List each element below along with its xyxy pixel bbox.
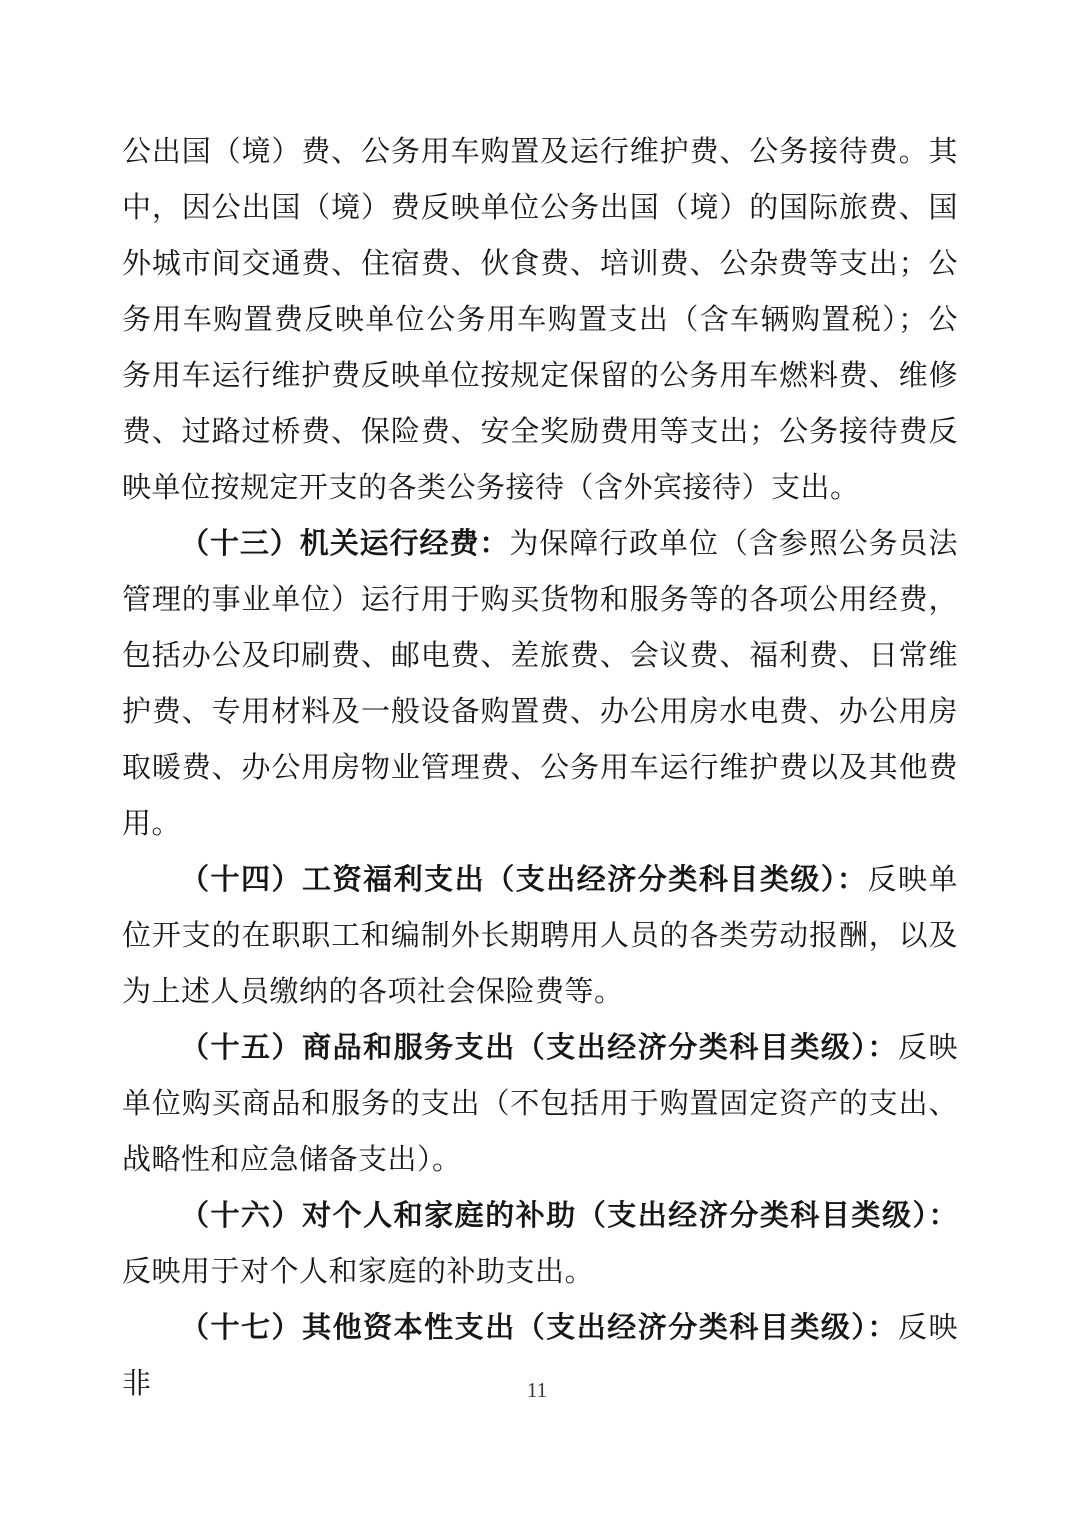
paragraph xyxy=(122,516,958,852)
paragraph-heading: （十三）机关运行经费： xyxy=(180,528,510,560)
paragraph-text: 公出国（境）费、公务用车购置及运行维护费、公务接待费。其中，因公出国（境）费反映单位公务出国（境）的国际旅费、国外城市间交通费、住宿费、伙食费、培训费、公杂费等支出；公务用车购置费反映单位公务用车购置支出（含车辆购置税）；公务用车运行维护费反映单位按规定保留的公务用车燃料费、维修费、过路过桥费、保险费、安全奖励费用等支出；公务接待费反映单位按规定开支的各类公务接待（含外宾接待）支出。 xyxy=(122,136,958,504)
paragraph-heading: （十五）商品和服务支出（支出经济分类科目类级）： xyxy=(180,1032,898,1064)
paragraph xyxy=(122,852,958,1020)
paragraph-text: 反映单位购买商品和服务的支出（不包括用于购置固定资产的支出、战略性和应急储备支出）。 xyxy=(122,1032,958,1176)
paragraph xyxy=(122,124,958,516)
paragraph xyxy=(122,1020,958,1188)
paragraph-text: 反映非 xyxy=(122,1312,958,1400)
paragraph-text: 反映单位开支的在职职工和编制外长期聘用人员的各类劳动报酬，以及为上述人员缴纳的各项社会保险费等。 xyxy=(122,864,958,1008)
paragraph xyxy=(122,1188,958,1300)
paragraph-heading: （十七）其他资本性支出（支出经济分类科目类级）： xyxy=(180,1312,898,1344)
paragraph-heading: （十六）对个人和家庭的补助（支出经济分类科目类级）： xyxy=(180,1200,958,1232)
document-body xyxy=(122,124,958,1412)
paragraph-text: 为保障行政单位（含参照公务员法管理的事业单位）运行用于购买货物和服务等的各项公用经费，包括办公及印刷费、邮电费、差旅费、会议费、福利费、日常维护费、专用材料及一般设备购置费、办公用房水电费、办公用房取暖费、办公用房物业管理费、公务用车运行维护费以及其他费用。 xyxy=(122,528,958,840)
page-number: 11 xyxy=(526,1378,548,1402)
paragraph-text: 反映用于对个人和家庭的补助支出。 xyxy=(122,1256,595,1288)
paragraph-heading: （十四）工资福利支出（支出经济分类科目类级）： xyxy=(180,864,868,896)
